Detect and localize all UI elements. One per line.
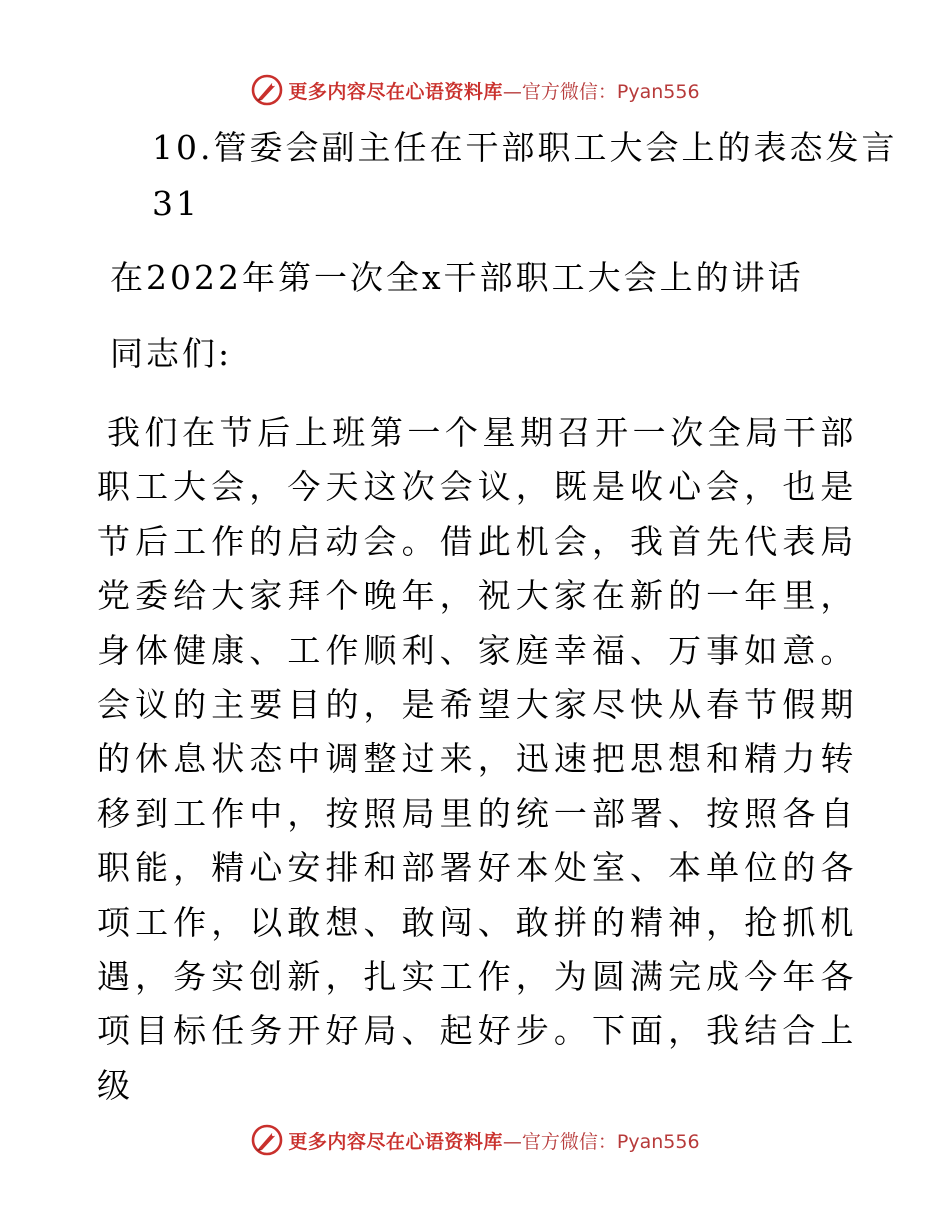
- header-watermark: [0, 70, 950, 110]
- watermark-contact: —官方微信：Pyan556: [502, 1130, 700, 1153]
- pen-nib-circle-icon: [250, 73, 284, 107]
- watermark-brand: 更多内容尽在心语资料库: [288, 80, 503, 103]
- document-title: 在2022年第一次全x干部职工大会上的讲话: [110, 258, 804, 297]
- body-paragraph: 我们在节后上班第一个星期召开一次全局干部职工大会，今天这次会议，既是收心会，也是节后工作的启动会。借此机会，我首先代表局党委给大家拜个晚年，祝大家在新的一年里，身体健康、工作顺利、家庭幸福、万事如意。会议的主要目的，是希望大家尽快从春节假期的休息状态中调整过来，迅速把思想和精力转移到工作中，按照局里的统一部署、按照各自职能，精心安排和部署好本处室、本单位的各项工作，以敢想、敢闯、敢拼的精神，抢抓机遇，务实创新，扎实工作，为圆满完成今年各项目标任务开好局、起好步。下面，我结合上级: [97, 413, 857, 1105]
- salutation: 同志们:: [110, 334, 233, 373]
- toc-entry-page-number: 31: [152, 184, 200, 223]
- pen-nib-circle-icon: [250, 1123, 284, 1157]
- toc-entry-title: 10.管委会副主任在干部职工大会上的表态发言: [152, 128, 898, 167]
- watermark-brand: 更多内容尽在心语资料库: [288, 1130, 503, 1153]
- watermark-contact: —官方微信：Pyan556: [502, 80, 700, 103]
- footer-watermark: [0, 1120, 950, 1160]
